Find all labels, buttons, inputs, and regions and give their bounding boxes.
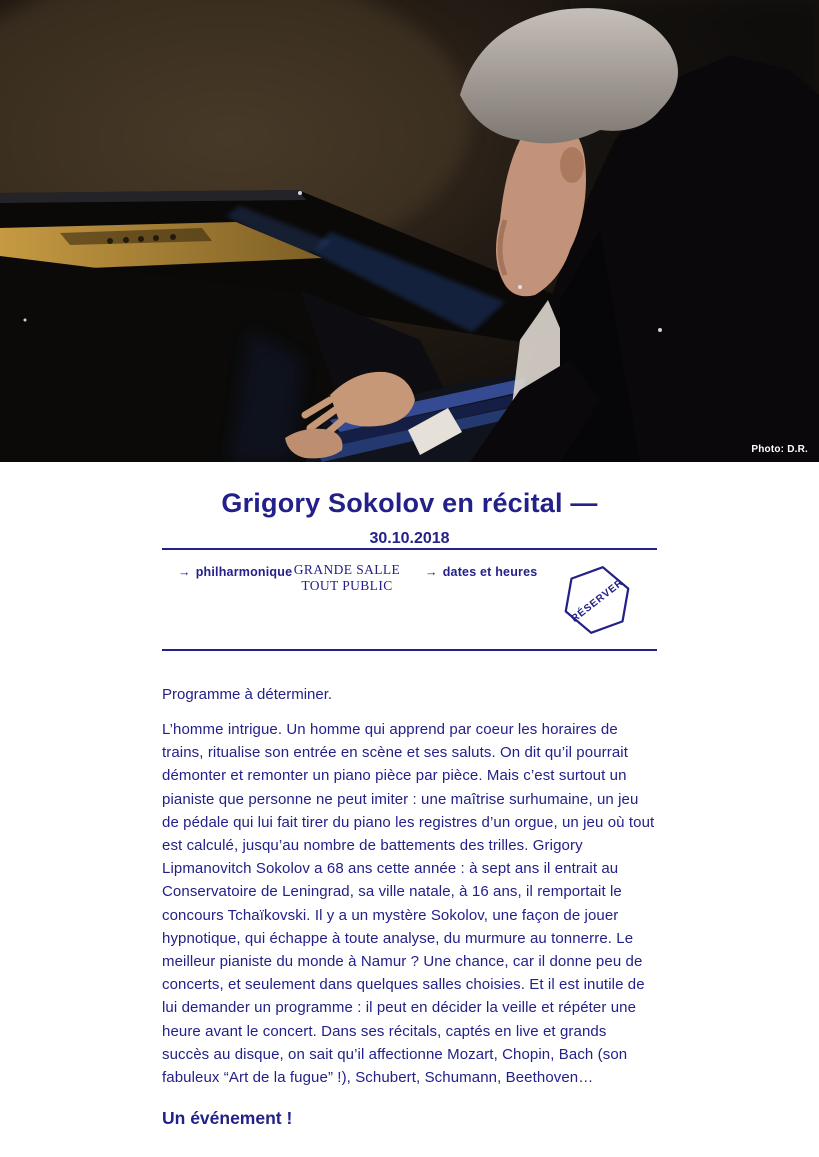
venue-hall: GRANDE SALLE — [293, 562, 401, 577]
program-note: Programme à déterminer. — [162, 686, 333, 703]
arrow-right-icon: → — [178, 565, 191, 579]
divider-bottom — [162, 649, 657, 651]
category-link-philharmonique[interactable] — [178, 565, 292, 579]
event-content — [162, 487, 657, 1129]
event-date: 30.10.2018 — [369, 530, 450, 547]
venue-audience: TOUT PUBLIC — [301, 577, 393, 593]
dates-label: dates et heures — [442, 565, 538, 579]
dates-and-times-link[interactable] — [425, 565, 537, 579]
hero-photo — [0, 0, 819, 462]
reserve-badge[interactable] — [560, 564, 634, 636]
closing-heading: Un événement ! — [162, 1108, 293, 1129]
page-title: Grigory Sokolov en récital — — [221, 488, 598, 518]
hero-photo-illustration — [0, 0, 819, 462]
photo-credit: Photo: D.R. — [751, 444, 808, 455]
venue-info — [291, 562, 403, 593]
reserve-hexagon-icon — [560, 564, 634, 636]
description-paragraph: L’homme intrigue. Un homme qui apprend par coeur les horaires de trains, ritualise son entrée en scène et ses saluts. On dit qu’il pourrait démonter et remonter un piano pièce par pièce. Mais c’est surtout un pianiste que personne ne peut imiter : une maîtrise surhumaine, un jeu de pédale qui lui fait tirer du piano les registres d’un orgue, un jeu où tout est calculé, jusqu’au nombre de battements des trilles. Grigory Lipmanovitch Sokolov a 68 ans cette année : à sept ans il entrait au Conservatoire de Leningrad, sa ville natale, à 16 ans, il remportait le concours Tchaïkovski. Il y a un mystère Sokolov, une façon de jouer hypnotique, qui échappe à toute analyse, du murmure au tonnerre. Le meilleur pianiste du monde à Namur ? Une chance, car il donne peu de concerts, et seulement dans quelques salles choisies. Et il est inutile de lui demander un programme : il peut en décider la veille et répéter une heure avant le concert. Dans ses récitals, captés en live et grands succès au disque, on sait qu’il affectionne Mozart, Chopin, Bach (son fabuleux “Art de la fugue” !), Schubert, Schumann, Beethoven… — [162, 721, 655, 1087]
category-label: philharmonique — [195, 565, 293, 579]
reserve-label: RÉSERVER — [569, 577, 626, 625]
arrow-right-icon: → — [425, 565, 438, 579]
meta-row — [162, 550, 657, 649]
